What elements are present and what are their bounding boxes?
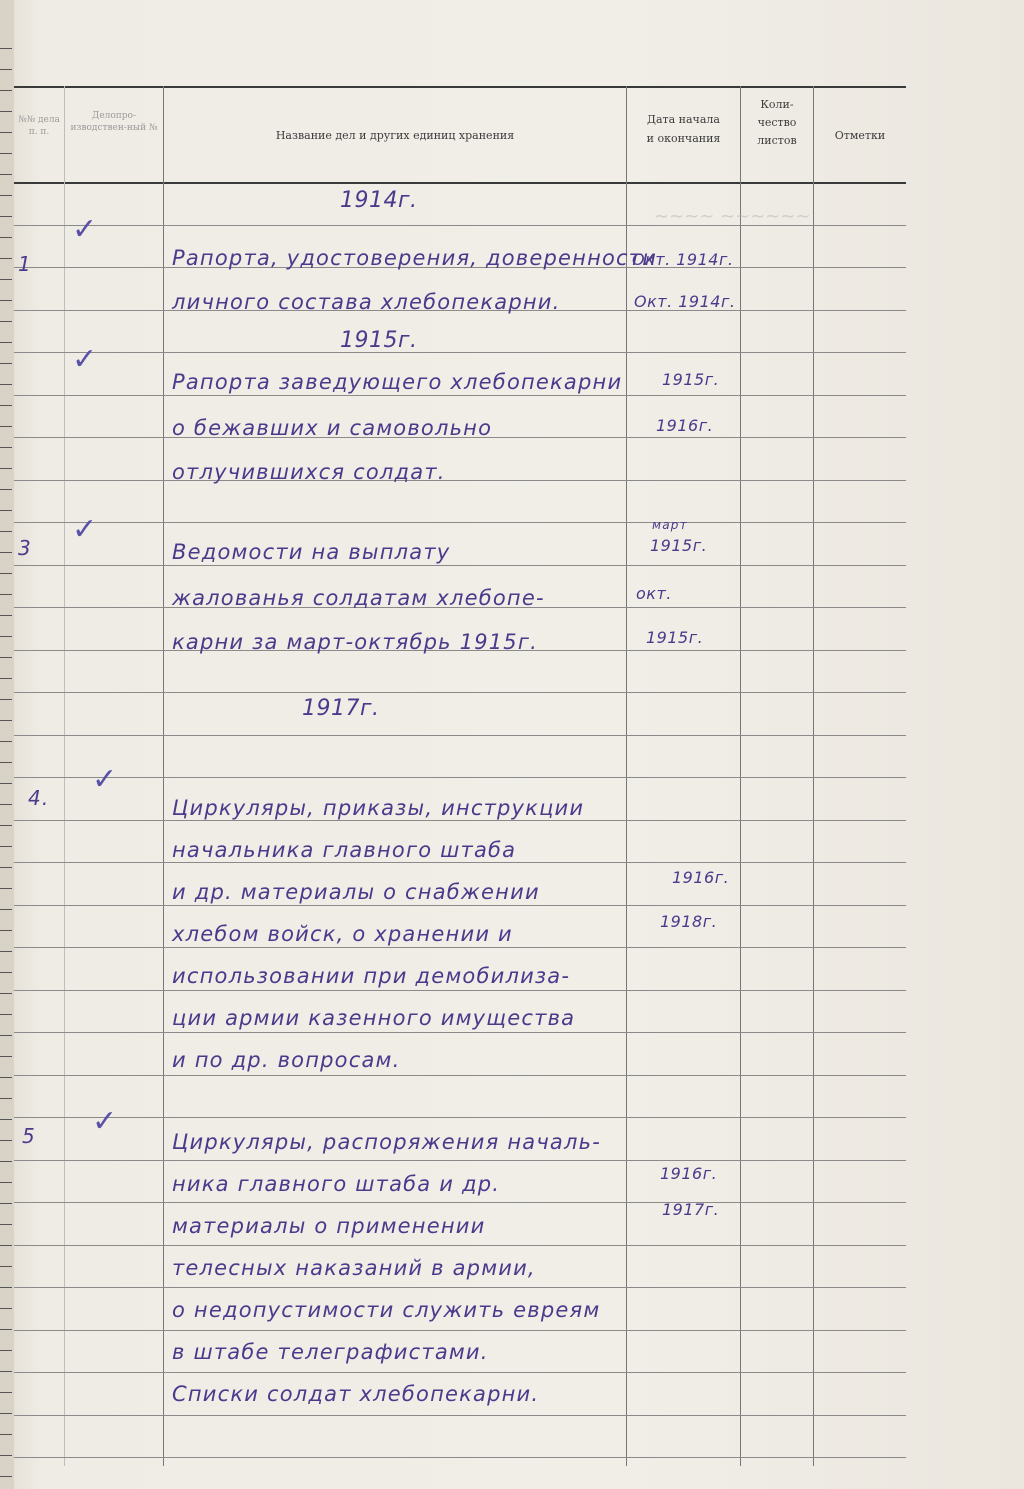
- margin-tick: [0, 363, 12, 364]
- ruled-line: [14, 565, 906, 566]
- entry-2-end-date: 1916г.: [656, 416, 714, 435]
- entry-4-checkmark: ✓: [92, 762, 118, 797]
- ruled-line: [14, 522, 906, 523]
- entry-3-number: 3: [18, 536, 32, 560]
- header-col-sheets: [741, 96, 813, 150]
- margin-tick: [0, 321, 12, 322]
- ruled-line: [14, 862, 906, 863]
- margin-tick: [0, 720, 12, 721]
- ruled-line: [14, 1372, 906, 1373]
- margin-tick: [0, 1392, 12, 1393]
- margin-ticks: [0, 0, 14, 1489]
- margin-tick: [0, 1476, 12, 1477]
- table-top-rule: [14, 86, 906, 88]
- header-col-number: №№ дела п. п.: [18, 115, 60, 137]
- margin-tick: [0, 153, 12, 154]
- entry-3-end-month: окт.: [636, 584, 672, 603]
- ruled-line: [14, 1117, 906, 1118]
- margin-tick: [0, 1329, 12, 1330]
- ruled-line: [14, 1075, 906, 1076]
- ruled-line: [14, 1032, 906, 1033]
- ruled-line: [14, 480, 906, 481]
- margin-tick: [0, 468, 12, 469]
- header-col-notes: Отметки: [834, 129, 886, 142]
- margin-tick: [0, 489, 12, 490]
- header-col-office-number: Делопро-изводствен-ный №: [70, 111, 158, 133]
- ruled-line: [14, 1415, 906, 1416]
- margin-tick: [0, 888, 12, 889]
- margin-tick: [0, 531, 12, 532]
- margin-tick: [0, 1434, 12, 1435]
- margin-tick: [0, 1161, 12, 1162]
- header-sheets-line1: Коли-: [760, 98, 794, 111]
- header-sheets-line2: чество: [757, 116, 797, 129]
- entry-3-start-year: 1915г.: [650, 536, 708, 555]
- margin-tick: [0, 510, 12, 511]
- margin-tick: [0, 1287, 12, 1288]
- entry-4-end-date: 1918г.: [660, 912, 718, 931]
- ruled-line: [14, 692, 906, 693]
- year-heading-1915: 1915г.: [340, 328, 418, 353]
- entry-2-checkmark: ✓: [72, 342, 98, 377]
- margin-tick: [0, 216, 12, 217]
- entry-1-end-date: Окт. 1914г.: [634, 292, 736, 311]
- ruled-line: [14, 947, 906, 948]
- ruled-line: [14, 1202, 906, 1203]
- margin-tick: [0, 174, 12, 175]
- entry-2-start-date: 1915г.: [662, 370, 720, 389]
- year-heading-1917: 1917г.: [302, 696, 380, 721]
- entry-5-line-1: Циркуляры, распоряжения началь-: [172, 1130, 601, 1154]
- ruled-line: [14, 1330, 906, 1331]
- margin-tick: [0, 783, 12, 784]
- entry-1-line-2: личного состава хлебопекарни.: [172, 290, 561, 314]
- margin-tick: [0, 1245, 12, 1246]
- entry-4-line-3: и др. материалы о снабжении: [172, 880, 540, 904]
- entry-3-line-2: жалованья солдатам хлебопе-: [172, 586, 545, 610]
- margin-tick: [0, 195, 12, 196]
- margin-tick: [0, 1203, 12, 1204]
- entry-4-number: 4.: [28, 786, 50, 810]
- entry-2-line-1: Рапорта заведующего хлебопекарни: [172, 370, 623, 394]
- margin-tick: [0, 1056, 12, 1057]
- margin-tick: [0, 993, 12, 994]
- entry-5-end-date: 1917г.: [662, 1200, 720, 1219]
- margin-tick: [0, 111, 12, 112]
- entry-5-start-date: 1916г.: [660, 1164, 718, 1183]
- margin-tick: [0, 426, 12, 427]
- margin-tick: [0, 237, 12, 238]
- margin-tick: [0, 1035, 12, 1036]
- entry-4-start-date: 1916г.: [672, 868, 730, 887]
- entry-5-line-7: Списки солдат хлебопекарни.: [172, 1382, 540, 1406]
- margin-tick: [0, 573, 12, 574]
- entry-3-checkmark: ✓: [72, 512, 98, 547]
- col-divider-3: [626, 86, 627, 1466]
- entry-5-checkmark: ✓: [92, 1104, 118, 1139]
- margin-tick: [0, 1266, 12, 1267]
- bleed-through-text: ~~~~ ~~~~~~: [654, 206, 811, 227]
- margin-tick: [0, 846, 12, 847]
- margin-tick: [0, 636, 12, 637]
- margin-tick: [0, 1098, 12, 1099]
- entry-5-line-3: материалы о применении: [172, 1214, 486, 1238]
- margin-tick: [0, 699, 12, 700]
- margin-tick: [0, 1182, 12, 1183]
- entry-4-line-5: использовании при демобилиза-: [172, 964, 571, 988]
- header-col-title: Название дел и других единиц хранения: [275, 129, 515, 142]
- margin-tick: [0, 594, 12, 595]
- margin-tick: [0, 825, 12, 826]
- ruled-line: [14, 820, 906, 821]
- entry-1-checkmark: ✓: [72, 212, 98, 247]
- margin-tick: [0, 909, 12, 910]
- margin-tick: [0, 1224, 12, 1225]
- margin-tick: [0, 1350, 12, 1351]
- margin-tick: [0, 258, 12, 259]
- margin-tick: [0, 279, 12, 280]
- ruled-line: [14, 1287, 906, 1288]
- margin-tick: [0, 972, 12, 973]
- entry-1-number: 1: [18, 252, 32, 276]
- margin-tick: [0, 741, 12, 742]
- header-dates-line1: Дата начала: [647, 113, 720, 126]
- entry-5-line-2: ника главного штаба и др.: [172, 1172, 501, 1196]
- margin-tick: [0, 1455, 12, 1456]
- margin-tick: [0, 951, 12, 952]
- margin-tick: [0, 132, 12, 133]
- entry-4-line-1: Циркуляры, приказы, инструкции: [172, 796, 585, 820]
- ruled-line: [14, 777, 906, 778]
- margin-tick: [0, 678, 12, 679]
- margin-tick: [0, 447, 12, 448]
- margin-tick: [0, 300, 12, 301]
- margin-tick: [0, 1371, 12, 1372]
- entry-4-line-4: хлебом войск, о хранении и: [172, 922, 513, 946]
- entry-5-line-4: телесных наказаний в армии,: [172, 1256, 536, 1280]
- col-divider-1: [64, 86, 65, 1466]
- margin-tick: [0, 615, 12, 616]
- entry-4-line-2: начальника главного штаба: [172, 838, 517, 862]
- entry-5-line-5: о недопустимости служить евреям: [172, 1298, 601, 1322]
- margin-tick: [0, 657, 12, 658]
- margin-tick: [0, 69, 12, 70]
- header-bottom-rule: [14, 182, 906, 184]
- col-divider-5: [813, 86, 814, 1466]
- margin-tick: [0, 90, 12, 91]
- header-sheets-line3: листов: [757, 134, 797, 147]
- col-divider-4: [740, 86, 741, 1466]
- entry-3-start-month: март: [652, 518, 688, 532]
- margin-tick: [0, 342, 12, 343]
- ruled-line: [14, 1457, 906, 1458]
- entry-1-line-1: Рапорта, удостоверения, доверенности: [172, 246, 658, 270]
- entry-5-line-6: в штабе телеграфистами.: [172, 1340, 489, 1364]
- margin-tick: [0, 1119, 12, 1120]
- ruled-line: [14, 1245, 906, 1246]
- ruled-line: [14, 395, 906, 396]
- margin-tick: [0, 1413, 12, 1414]
- margin-tick: [0, 1077, 12, 1078]
- ruled-line: [14, 905, 906, 906]
- margin-tick: [0, 1014, 12, 1015]
- ruled-line: [14, 990, 906, 991]
- margin-tick: [0, 552, 12, 553]
- entry-4-line-6: ции армии казенного имущества: [172, 1006, 576, 1030]
- entry-1-start-date: Окт. 1914г.: [632, 250, 734, 269]
- entry-5-number: 5: [22, 1124, 36, 1148]
- margin-tick: [0, 48, 12, 49]
- entry-3-line-1: Ведомости на выплату: [172, 540, 451, 564]
- margin-tick: [0, 384, 12, 385]
- margin-tick: [0, 867, 12, 868]
- ruled-line: [14, 735, 906, 736]
- margin-tick: [0, 1140, 12, 1141]
- year-heading-1914: 1914г.: [340, 188, 418, 213]
- entry-2-line-3: отлучившихся солдат.: [172, 460, 446, 484]
- margin-tick: [0, 762, 12, 763]
- header-col-dates: [627, 110, 740, 148]
- col-divider-2: [163, 86, 164, 1466]
- header-dates-line2: и окончания: [646, 132, 721, 145]
- entry-4-line-7: и по др. вопросам.: [172, 1048, 401, 1072]
- entry-3-end-year: 1915г.: [646, 628, 704, 647]
- margin-tick: [0, 930, 12, 931]
- ruled-line: [14, 352, 906, 353]
- margin-tick: [0, 1308, 12, 1309]
- margin-tick: [0, 405, 12, 406]
- entry-3-line-3: карни за март-октябрь 1915г.: [172, 630, 538, 654]
- margin-tick: [0, 804, 12, 805]
- ruled-line: [14, 1160, 906, 1161]
- entry-2-line-2: о бежавших и самовольно: [172, 416, 493, 440]
